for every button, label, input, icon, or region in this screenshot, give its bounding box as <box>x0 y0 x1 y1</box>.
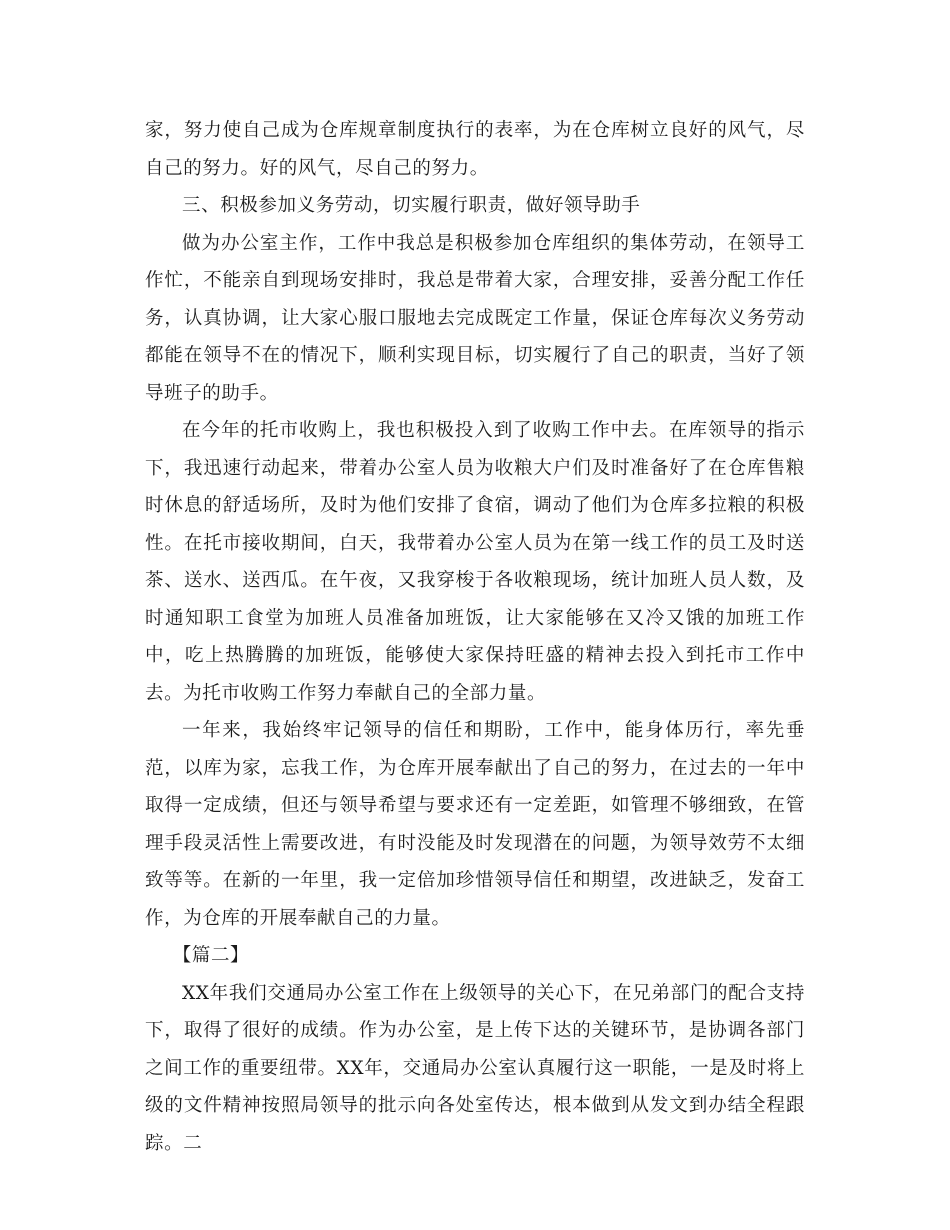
paragraph-continuation: 家，努力使自己成为仓库规章制度执行的表率，为在仓库树立良好的风气，尽自己的努力。好的风气，尽自己的努力。 <box>145 120 805 179</box>
section-heading-three: 三、积极参加义务劳动，切实履行职责，做好领导助手 <box>182 195 641 216</box>
paragraph-grain-purchase: 在今年的托市收购上，我也积极投入到了收购工作中去。在库领导的指示下，我迅速行动起来，带着办公室人员为收粮大户们及时准备好了在仓库售粮时休息的舒适场所，及时为他们安排了食宿，调动了他们为仓库多拉粮的积极性。在托市接收期间，白天，我带着办公室人员为在第一线工作的员工及时送茶、送水、送西瓜。在午夜，又我穿梭于各收粮现场，统计加班人员人数，及时通知职工食堂为加班人员准备加班饭，让大家能够在又冷又饿的加班工作中，吃上热腾腾的加班饭，能够使大家保持旺盛的精神去投入到托市工作中去。为托市收购工作努力奉献自己的全部力量。 <box>145 420 805 704</box>
paragraph-year-summary: 一年来，我始终牢记领导的信任和期盼，工作中，能身体历行，率先垂范，以库为家，忘我工作，为仓库开展奉献出了自己的努力，在过去的一年中取得一定成绩，但还与领导希望与要求还有一定差距，如管理不够细致，在管理手段灵活性上需要改进，有时没能及时发现潜在的问题，为领导效劳不太细致等等。在新的一年里，我一定倍加珍惜领导信任和期望，改进缺乏，发奋工作，为仓库的开展奉献自己的力量。 <box>145 720 805 929</box>
section-heading-part-two: 【篇二】 <box>172 945 250 966</box>
paragraph-office-labor: 做为办公室主作，工作中我总是积极参加仓库组织的集体劳动，在领导工作忙，不能亲自到现场安排时，我总是带着大家，合理安排，妥善分配工作任务，认真协调，让大家心服口服地去完成既定工作量，保证仓库每次义务劳动都能在领导不在的情况下，顺利实现目标，切实履行了自己的职责，当好了领导班子的助手。 <box>145 232 805 404</box>
document-page <box>145 112 805 1162</box>
paragraph-transport-office: XX年我们交通局办公室工作在上级领导的关心下，在兄弟部门的配合支持下，取得了很好的成绩。作为办公室，是上传下达的关键环节，是协调各部门之间工作的重要纽带。XX年，交通局办公室认真履行这一职能，一是及时将上级的文件精神按照局领导的批示向各处室传达，根本做到从发文到办结全程跟踪。二 <box>145 982 805 1154</box>
